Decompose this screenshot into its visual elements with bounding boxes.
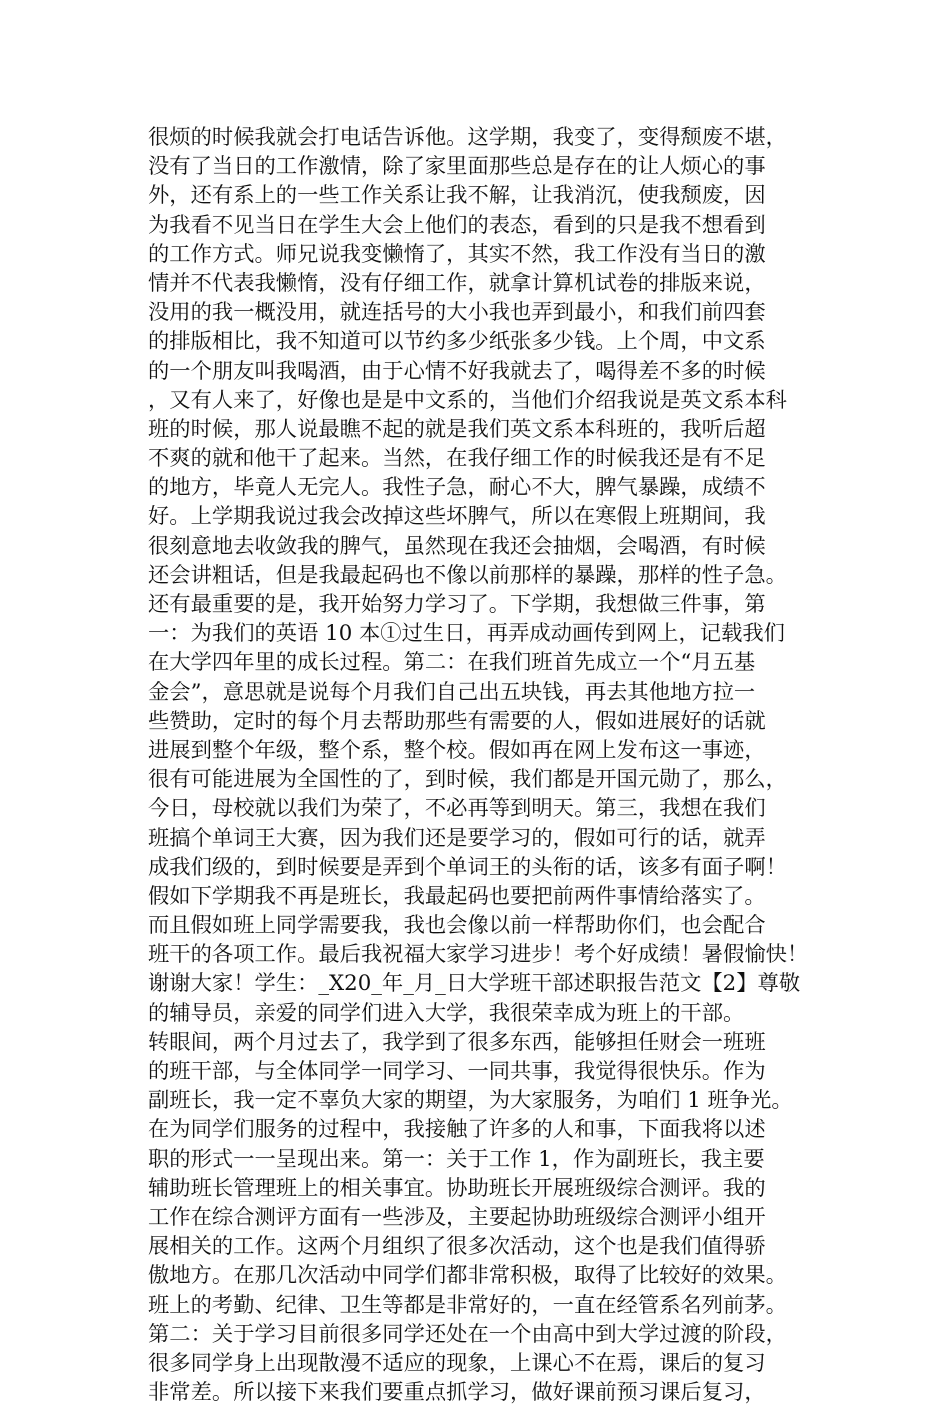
text-line: 很刻意地去收敛我的脾气，虽然现在我还会抽烟，会喝酒，有时候	[148, 533, 766, 559]
text-line: 的地方，毕竟人无完人。我性子急，耐心不大，脾气暴躁，成绩不	[148, 475, 766, 501]
text-line: 的工作方式。师兄说我变懒惰了，其实不然，我工作没有当日的激	[148, 241, 766, 267]
text-line: 傲地方。在那几次活动中同学们都非常积极，取得了比较好的效果。	[148, 1263, 787, 1289]
text-line: 第二：关于学习目前很多同学还处在一个由高中到大学过渡的阶段，	[148, 1321, 787, 1347]
text-line: 谢谢大家！学生：_X20_年_月_日大学班干部述职报告范文【2】尊敬	[148, 971, 801, 997]
text-line: 的班干部，与全体同学一同学习、一同共事，我觉得很快乐。作为	[148, 1059, 766, 1084]
text-line: 为我看不见当日在学生大会上他们的表态，看到的只是我不想看到	[148, 212, 766, 238]
text-line: 情并不代表我懒惰，没有仔细工作，就拿计算机试卷的排版来说，	[148, 270, 766, 296]
text-line: 今日，母校就以我们为荣了，不必再等到明天。第三，我想在我们	[148, 796, 766, 822]
text-line: 转眼间，两个月过去了，我学到了很多东西，能够担任财会一班班	[148, 1029, 766, 1055]
text-line: 成我们级的，到时候要是弄到个单词王的头衔的话，该多有面子啊！	[148, 854, 787, 880]
text-line: 外，还有系上的一些工作关系让我不解，让我消沉，使我颓废，因	[148, 183, 766, 209]
body-text	[148, 123, 828, 1407]
text-line: 没用的我一概没用，就连括号的大小我也弄到最小，和我们前四套	[148, 300, 766, 326]
text-line: 很多同学身上出现散漫不适应的现象，上课心不在焉，课后的复习	[148, 1350, 766, 1376]
text-line: 些赞助，定时的每个月去帮助那些有需要的人，假如进展好的话就	[148, 708, 766, 734]
text-line: 副班长，我一定不辜负大家的期望，为大家服务，为咱们 1 班争光。	[148, 1088, 793, 1114]
text-line: 在为同学们服务的过程中，我接触了许多的人和事，下面我将以述	[148, 1117, 766, 1143]
text-line: 的一个朋友叫我喝酒，由于心情不好我就去了，喝得差不多的时候	[148, 358, 766, 384]
text-line: 金会”，意思就是说每个月我们自己出五块钱，再去其他地方拉一	[148, 679, 756, 705]
text-line: 不爽的就和他干了起来。当然，在我仔细工作的时候我还是有不足	[148, 446, 766, 472]
text-line: 非常差。所以接下来我们要重点抓学习，做好课前预习课后复习，	[148, 1380, 766, 1406]
text-line: 班搞个单词王大赛，因为我们还是要学习的，假如可行的话，就弄	[148, 825, 766, 851]
text-line: 班干的各项工作。最后我祝福大家学习进步！考个好成绩！暑假愉快！	[148, 942, 809, 968]
text-line: 很有可能进展为全国性的了，到时候，我们都是开国元勋了，那么，	[148, 767, 787, 793]
text-line: 进展到整个年级，整个系，整个校。假如再在网上发布这一事迹，	[148, 737, 766, 763]
text-line: 在大学四年里的成长过程。第二：在我们班首先成立一个“月五基	[148, 650, 756, 676]
text-line: 辅助班长管理班上的相关事宜。协助班长开展班级综合测评。我的	[148, 1175, 766, 1201]
text-line: 还有最重要的是，我开始努力学习了。下学期，我想做三件事，第	[148, 592, 766, 617]
text-line: ，又有人来了，好像也是是中文系的，当他们介绍我说是英文系本科	[148, 387, 787, 413]
text-line: 班上的考勤、纪律、卫生等都是非常好的，一直在经管系名列前茅。	[148, 1292, 787, 1318]
text-line: 班的时候，那人说最瞧不起的就是我们英文系本科班的，我听后超	[148, 416, 766, 442]
text-line: 没有了当日的工作激情，除了家里面那些总是存在的让人烦心的事	[148, 154, 766, 180]
text-line: 工作在综合测评方面有一些涉及，主要起协助班级综合测评小组开	[148, 1204, 766, 1230]
text-line: 而且假如班上同学需要我，我也会像以前一样帮助你们，也会配合	[148, 913, 766, 939]
text-line: 好。上学期我说过我会改掉这些坏脾气，所以在寒假上班期间，我	[148, 504, 766, 530]
text-line: 很烦的时候我就会打电话告诉他。这学期，我变了，变得颓废不堪，	[148, 125, 787, 150]
text-line: 的排版相比，我不知道可以节约多少纸张多少钱。上个周，中文系	[148, 329, 766, 355]
text-line: 展相关的工作。这两个月组织了很多次活动，这个也是我们值得骄	[148, 1234, 766, 1260]
text-line: 一：为我们的英语 10 本①过生日，再弄成动画传到网上，记载我们	[148, 621, 785, 647]
text-line: 职的形式一一呈现出来。第一：关于工作 1，作为副班长，我主要	[148, 1146, 765, 1172]
text-line: 还会讲粗话，但是我最起码也不像以前那样的暴躁，那样的性子急。	[148, 562, 787, 588]
text-line: 的辅导员，亲爱的同学们进入大学，我很荣幸成为班上的干部。	[148, 1000, 745, 1026]
text-line: 假如下学期我不再是班长，我最起码也要把前两件事情给落实了。	[148, 883, 766, 909]
